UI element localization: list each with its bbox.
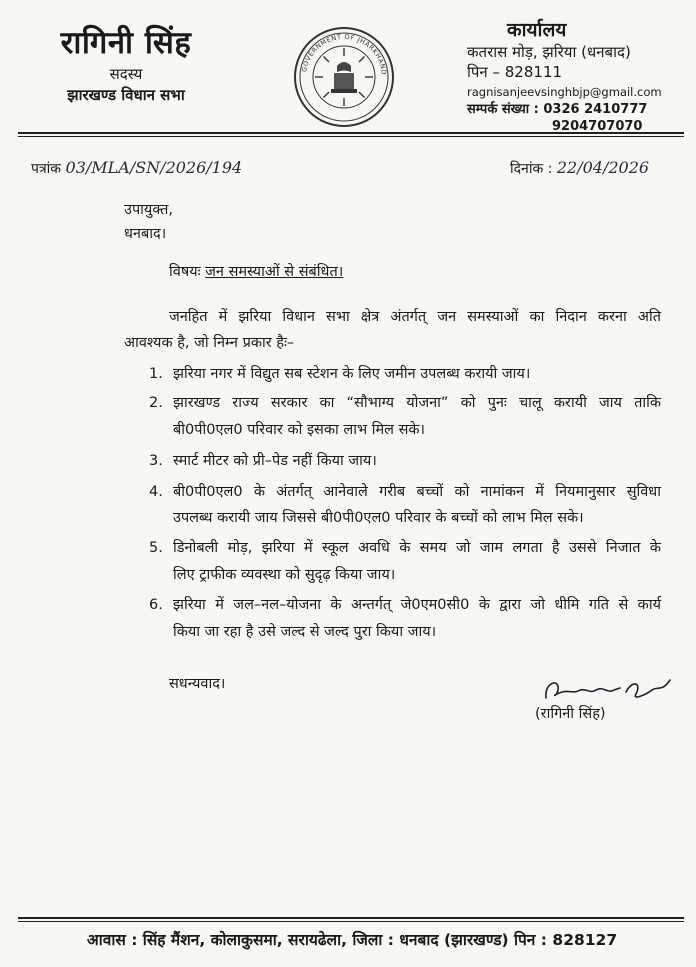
point-6-number: 6.	[149, 597, 163, 613]
point-4-line-2: उपलब्ध करायी जाय जिससे बी0पी0एल0 परिवार के बच्चों को लाभ मिल सके।	[173, 510, 584, 526]
header-divider	[18, 132, 684, 134]
footer-divider	[18, 917, 684, 919]
date-line	[510, 157, 649, 180]
point-2-line-1: झारखण्ड राज्य सरकार का “सौभाग्य योजना” को पुनः चालू करायी जाय ताकि	[173, 395, 661, 411]
reference-number: 03/MLA/SN/2026/194	[65, 158, 243, 177]
point-2-line-2: बी0पी0एल0 परिवार को इसका लाभ मिल सके।	[173, 422, 426, 438]
signatory-name: (रागिनी सिंह)	[535, 706, 606, 722]
office-address: कतरास मोड़, झरिया (धनबाद)	[467, 43, 631, 61]
intro-line-2: आवश्यक है, जो निम्न प्रकार हैः–	[124, 335, 295, 351]
header-divider-thin	[18, 136, 684, 137]
point-1-line-1: झरिया नगर में विद्युत सब स्टेशन के लिए जमीन उपलब्ध करायी जाय।	[173, 366, 531, 382]
point-6-line-2: किया जा रहा है उसे जल्द से जल्द पुरा किया जाय।	[173, 624, 437, 640]
government-emblem-icon	[293, 26, 395, 128]
office-phone: सम्पर्क संख्या : 0326 2410777	[467, 102, 648, 117]
office-title: कार्यालय	[507, 19, 567, 41]
intro-line-1: जनहित में झरिया विधान सभा क्षेत्र अंतर्गत् जन समस्याओं का निदान करना अति	[169, 309, 661, 325]
point-5-line-1: डिनोबली मोड़, झरिया में स्कूल अवधि के समय जो जाम लगता है उससे निजात के	[173, 540, 661, 556]
point-1-number: 1.	[149, 366, 163, 382]
office-email: ragnisanjeevsinghbjp@gmail.com	[467, 85, 662, 99]
subject-line	[169, 262, 343, 282]
point-4-number: 4.	[149, 484, 163, 500]
point-6-line-1: झरिया में जल–नल–योजना के अन्तर्गत् जे0एम0सी0 के द्वारा जो धीमि गति से कार्य	[173, 597, 661, 613]
recipient-line-2: धनबाद।	[124, 226, 167, 242]
sender-role: सदस्य	[109, 65, 143, 83]
residence-address: आवास : सिंह मैंशन, कोलाकुसमा, सरायढेला, जिला : धनबाद (झारखण्ड) पिन : 828127	[86, 931, 618, 949]
emblem-text: GOVERNMENT OF JHARKHAND	[300, 32, 389, 76]
footer-divider-thin	[18, 921, 684, 922]
point-2-number: 2.	[149, 395, 163, 411]
signature	[540, 670, 680, 706]
office-pin: पिन – 828111	[467, 63, 563, 81]
point-3-line-1: स्मार्ट मीटर को प्री–पेड नहीं किया जाय।	[173, 453, 377, 469]
point-5-number: 5.	[149, 540, 163, 556]
recipient-line-1: उपायुक्त,	[124, 202, 173, 218]
point-5-line-2: लिए ट्राफीक व्यवस्था को सुदृढ़ किया जाय।	[173, 567, 396, 583]
point-4-line-1: बी0पी0एल0 के अंतर्गत् आनेवाले गरीब बच्चों को नामांकन में नियमानुसार सुविधा	[173, 484, 661, 500]
reference-label: पत्रांक	[31, 161, 62, 177]
date-value: 22/04/2026	[556, 158, 650, 177]
point-3-number: 3.	[149, 453, 163, 469]
sender-house: झारखण्ड विधान सभा	[67, 86, 185, 104]
subject-text: जन समस्याओं से संबंधित।	[205, 264, 344, 280]
letterhead-right	[467, 18, 687, 135]
reference-line	[31, 157, 242, 180]
letterhead-left	[26, 22, 226, 106]
office-phone-secondary: 9204707070	[552, 119, 643, 134]
date-label: दिनांक :	[510, 161, 553, 177]
closing-text: सधन्यवाद।	[169, 676, 226, 692]
sender-name: रागिनी सिंह	[60, 25, 192, 61]
subject-label: विषयः	[169, 264, 201, 280]
